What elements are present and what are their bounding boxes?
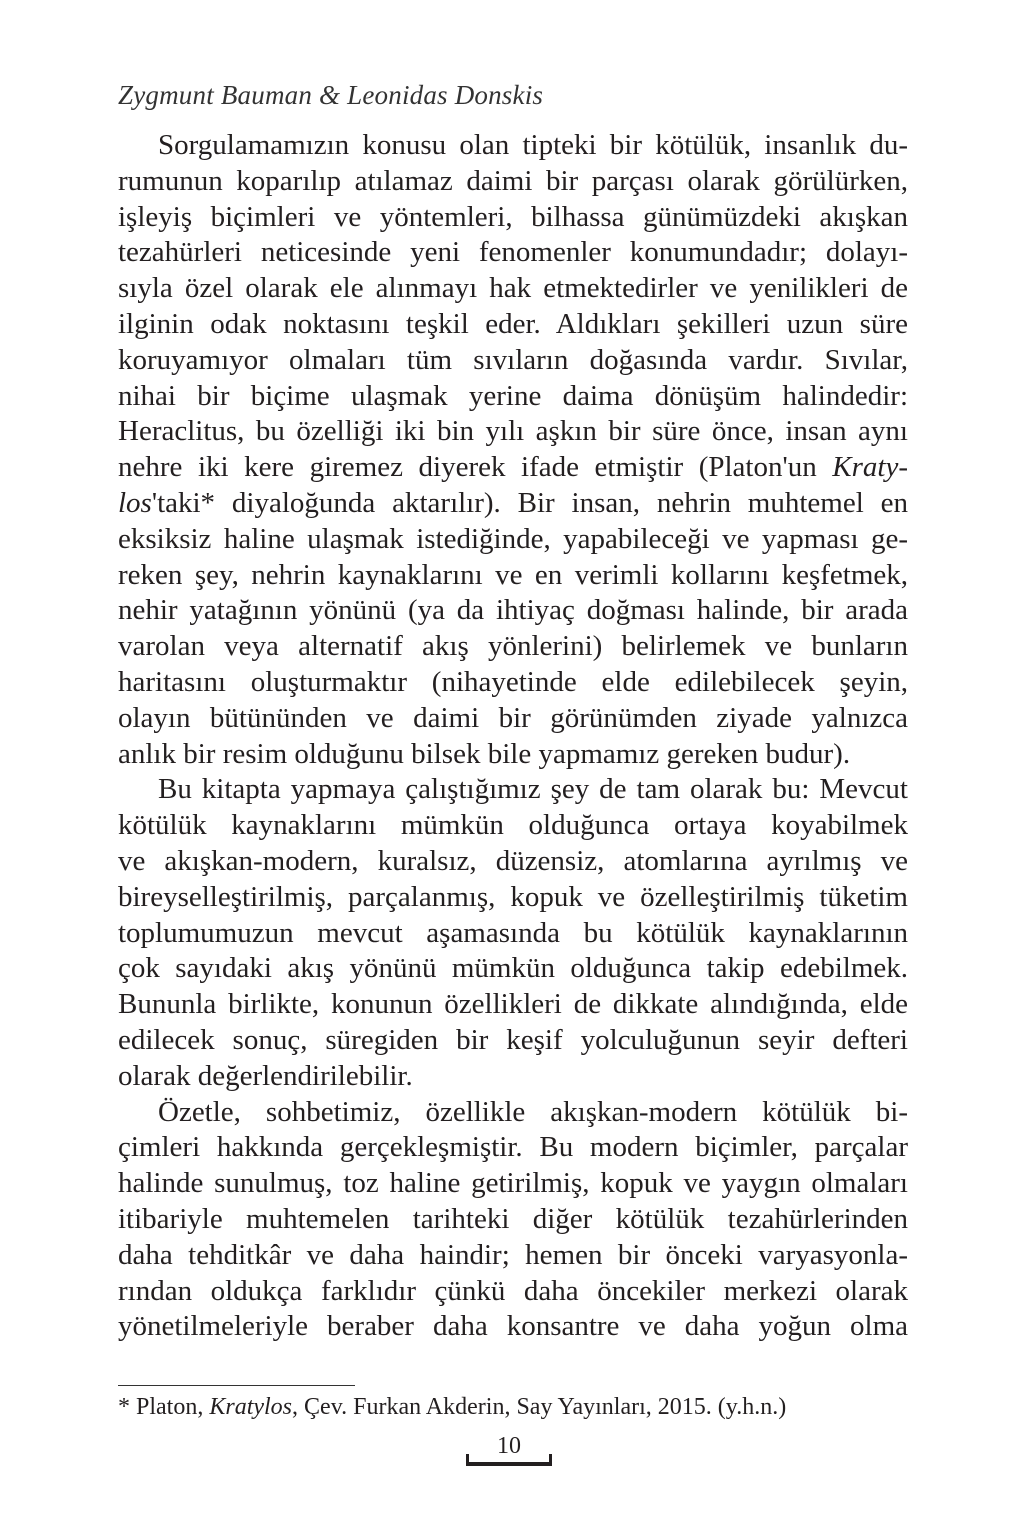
text-line: işleyiş biçimleri ve yöntemleri, bilhassa günümüzdeki akışkan xyxy=(118,200,908,233)
text-line: koruyamıyor olmaları tüm sıvıların doğasında vardır. Sıvılar, xyxy=(118,343,908,376)
footnote-divider xyxy=(118,1385,355,1386)
text-line: ilginin odak noktasını teşkil eder. Aldıkları şekilleri uzun süre xyxy=(118,307,908,340)
text-line: reken şey, nehrin kaynaklarını ve en verimli kollarını keşfetmek, xyxy=(118,558,908,591)
footnote-prefix: * Platon, xyxy=(118,1394,210,1420)
text-line: nihai bir biçime ulaşmak yerine daima dönüşüm halindedir: xyxy=(118,379,908,412)
text-line-with-italic xyxy=(118,450,908,486)
page-number-tick xyxy=(549,1454,552,1464)
page-number: 10 xyxy=(497,1433,521,1459)
text-line: sıyla özel olarak ele alınmayı hak etmektedirler ve yenilikleri de xyxy=(118,272,908,305)
page-number-underline xyxy=(466,1462,552,1466)
text-line: haritasını oluşturmaktır (nihayetinde elde edilebilecek şeyin, xyxy=(118,665,908,698)
text-line: Heraclitus, bu özelliği iki bin yılı aşkın bir süre önce, insan aynı xyxy=(118,415,908,448)
text-line-with-italic xyxy=(118,486,908,522)
text-line: itibariyle muhtemelen tarihteki diğer kötülük tezahürlerinden xyxy=(118,1202,908,1235)
text-line: kötülük kaynaklarını mümkün olduğunca ortaya koyabilmek xyxy=(118,809,908,842)
text-line: anlık bir resim olduğunu bilsek bile yapmamız gereken budur). xyxy=(118,737,851,770)
text-segment: 'taki* diyaloğunda aktarılır). Bir insan, nehrin muhtemel en xyxy=(151,486,908,519)
text-line: yönetilmeleriyle beraber daha konsantre ve daha yoğun olma xyxy=(118,1310,908,1343)
text-line: bireyselleştirilmiş, parçalanmış, kopuk ve özelleştirilmiş tüketim xyxy=(118,880,908,913)
text-line: çok sayıdaki akış yönünü mümkün olduğunca takip edebilmek. xyxy=(118,952,908,985)
text-line: Sorgulamamızın konusu olan tipteki bir kötülük, insanlık du- xyxy=(158,129,908,161)
italic-title: Kraty- xyxy=(832,451,908,484)
body-text xyxy=(118,128,908,1345)
text-line: olayın bütününden ve daimi bir görünümden ziyade yalnızca xyxy=(118,701,908,734)
text-line: eksiksiz haline ulaşmak istediğinde, yapabileceği ve yapması ge- xyxy=(118,522,908,555)
text-line: tezahürleri neticesinde yeni fenomenler konumundadır; dolayı- xyxy=(118,236,908,269)
text-line: ve akışkan-modern, kuralsız, düzensiz, atomlarına ayrılmış ve xyxy=(118,844,908,877)
text-line: Bu kitapta yapmaya çalıştığımız şey de tam olarak bu: Mevcut xyxy=(158,773,908,806)
text-line: Bununla birlikte, konunun özellikleri de dikkate alındığında, elde xyxy=(118,988,908,1021)
running-header: Zygmunt Bauman & Leonidas Donskis xyxy=(118,80,544,110)
text-line: daha tehditkâr ve daha haindir; hemen bir önceki varyasyonla- xyxy=(118,1238,908,1271)
page-number-tick xyxy=(466,1454,469,1464)
italic-title: los xyxy=(118,486,152,519)
text-line: toplumumuzun mevcut aşamasında bu kötülük kaynaklarının xyxy=(118,916,908,949)
text-line: olarak değerlendirilebilir. xyxy=(118,1059,413,1092)
text-line: rından oldukça farklıdır çünkü daha öncekiler merkezi olarak xyxy=(118,1274,908,1307)
text-line: edilecek sonuç, süregiden bir keşif yolculuğunun seyir defteri xyxy=(118,1023,908,1056)
text-line: varolan veya alternatif akış yönlerini) belirlemek ve bunların xyxy=(118,630,908,663)
text-line: çimleri hakkında gerçekleşmiştir. Bu modern biçimler, parçalar xyxy=(118,1131,908,1164)
footnote-title: Kratylos xyxy=(209,1394,293,1420)
text-line: nehir yatağının yönünü (ya da ihtiyaç doğması halinde, bir arada xyxy=(118,594,908,627)
footnote xyxy=(118,1394,786,1421)
footnote-rest: , Çev. Furkan Akderin, Say Yayınları, 2015. (y.h.n.) xyxy=(292,1394,787,1420)
text-line: rumunun koparılıp atılamaz daimi bir parçası olarak görülürken, xyxy=(118,164,908,197)
text-segment: nehre iki kere giremez diyerek ifade etmiştir (Platon'un xyxy=(118,451,833,484)
text-line: Özetle, sohbetimiz, özellikle akışkan-modern kötülük bi- xyxy=(158,1095,908,1128)
text-line: halinde sunulmuş, toz haline getirilmiş, kopuk ve yaygın olmaları xyxy=(118,1167,908,1200)
